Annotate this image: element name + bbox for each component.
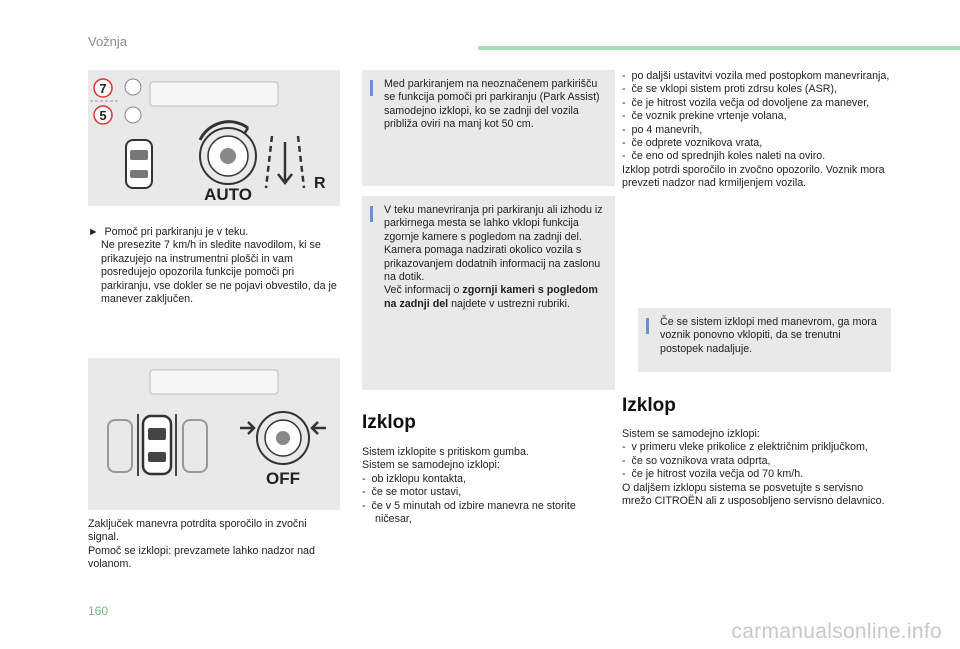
paragraph-maneuver-complete: Zaključek manevra potrdita sporočilo in zvočni signal. [88, 518, 307, 544]
parked-cars-icon [108, 414, 207, 476]
deactivation-text [362, 446, 615, 526]
car-top-view-icon [126, 140, 152, 188]
reverse-label: R [314, 175, 326, 192]
steering-wheel-off-icon [240, 412, 326, 464]
section-heading-izklop: Izklop [362, 412, 416, 433]
park-assist-off-illustration [88, 358, 340, 510]
section-heading-izklop-2: Izklop [622, 395, 676, 416]
off-label: OFF [266, 469, 300, 488]
list-item: - če se motor ustavi, [362, 486, 462, 499]
park-icon-top [125, 79, 141, 95]
list-item: - če so voznikova vrata odprta, [622, 454, 771, 467]
callout-7-label: 7 [99, 81, 107, 96]
info-icon [370, 206, 373, 222]
header-accent-bar [478, 46, 960, 50]
list-item: - po 4 manevrih, [622, 123, 703, 136]
park-assist-illustration [88, 70, 340, 206]
callout-5-label: 5 [99, 108, 107, 123]
paragraph-auto-off: Sistem se samodejno izklopi: [622, 428, 760, 440]
list-item: - ob izklopu kontakta, [362, 472, 466, 485]
info-icon [370, 80, 373, 96]
info-text: Če se sistem izklopi med manevrom, ga mora voznik ponovno vklopiti, da se trenutni postopek nadaljuje. [660, 316, 877, 355]
list-item: - če je hitrost vozila večja od 70 km/h. [622, 468, 804, 481]
info-icon [646, 318, 649, 334]
paragraph-button-off: Sistem izklopite s pritiskom gumba. [362, 446, 529, 458]
figure-park-assist-active [88, 70, 340, 206]
reverse-path-icon [266, 136, 304, 188]
steering-wheel-auto-icon [200, 122, 256, 184]
auto-deactivation-text [622, 428, 892, 508]
paragraph-bullet: Pomoč pri parkiranju je v teku. [104, 226, 249, 238]
list-item: - če voznik prekine vrtenje volana, [622, 110, 787, 123]
paragraph-driver-control: Izklop potrdi sporočilo in zvočno opozorilo. Voznik mora prevzeti nadzor nad krmiljenjem vozila. [622, 163, 885, 190]
watermark: carmanualsonline.info [731, 620, 942, 643]
list-item: - po daljši ustavitvi vozila med postopkom manevriranja, [622, 70, 890, 82]
list-item: - če eno od sprednjih koles naleti na oviro. [622, 150, 826, 163]
info-box-reactivate [638, 308, 891, 372]
list-item: - če v 5 minutah od izbire manevra ne storite ničesar, [362, 499, 576, 526]
park-assist-active-text [88, 226, 340, 306]
deactivation-continued-text [622, 70, 892, 191]
paragraph-auto-off: Sistem se samodejno izklopi: [362, 459, 500, 472]
info-box-unmarked-parking [362, 70, 615, 186]
paragraph-service-network: O daljšem izklopu sistema se posvetujte s servisno mrežo CITROËN ali z usposobljeno servisno delavnico. [622, 481, 885, 508]
maneuver-end-text [88, 518, 340, 572]
auto-label: AUTO [204, 185, 252, 204]
info-text: Med parkiranjem na neoznačenem parkirišču se funkcija pomoči pri parkiranju (Park Assist) samodejno izklopi, ko se zadnji del vozila približa oviri na manj kot 50 cm. [384, 78, 600, 131]
figure-park-assist-off [88, 358, 340, 510]
paragraph-instructions: Ne presezite 7 km/h in sledite navodilom, ki se prikazujejo na instrumentni plošči in vam posredujejo opozorila funkcije pomoči pri parkiranju, vse dokler se ne pojavi obvestilo, da je manever zaključen. [101, 239, 337, 306]
page-number: 160 [88, 604, 109, 618]
park-icon-bottom [125, 107, 141, 123]
list-item: - v primeru vleke prikolice z električnim priključkom, [622, 441, 868, 454]
list-item: - če odprete voznikova vrata, [622, 137, 763, 150]
bullet-arrow-icon: ► [88, 226, 99, 238]
list-item: - če se vklopi sistem proti zdrsu koles (ASR), [622, 83, 837, 96]
info-more-details: Več informacij o zgornji kameri s pogledom na zadnji del najdete v ustrezni rubriki. [384, 284, 598, 310]
list-item: - če je hitrost vozila večja od dovoljene za manever, [622, 96, 870, 109]
info-box-top-rear-camera [362, 196, 615, 390]
section-title: Vožnja [88, 34, 128, 49]
paragraph-take-control: Pomoč se izklopi: prevzamete lahko nadzor nad volanom. [88, 544, 315, 571]
info-text [384, 204, 609, 311]
info-camera-description: V teku manevriranja pri parkiranju ali izhodu iz parkirnega mesta se lahko vklopi funkcija zgornje kamere s pogledom na zadnji del. Kamera pomaga nadzirati okolico vozila s prikazovanjem dodatnih informacij na zaslonu na dotik. [384, 204, 603, 284]
